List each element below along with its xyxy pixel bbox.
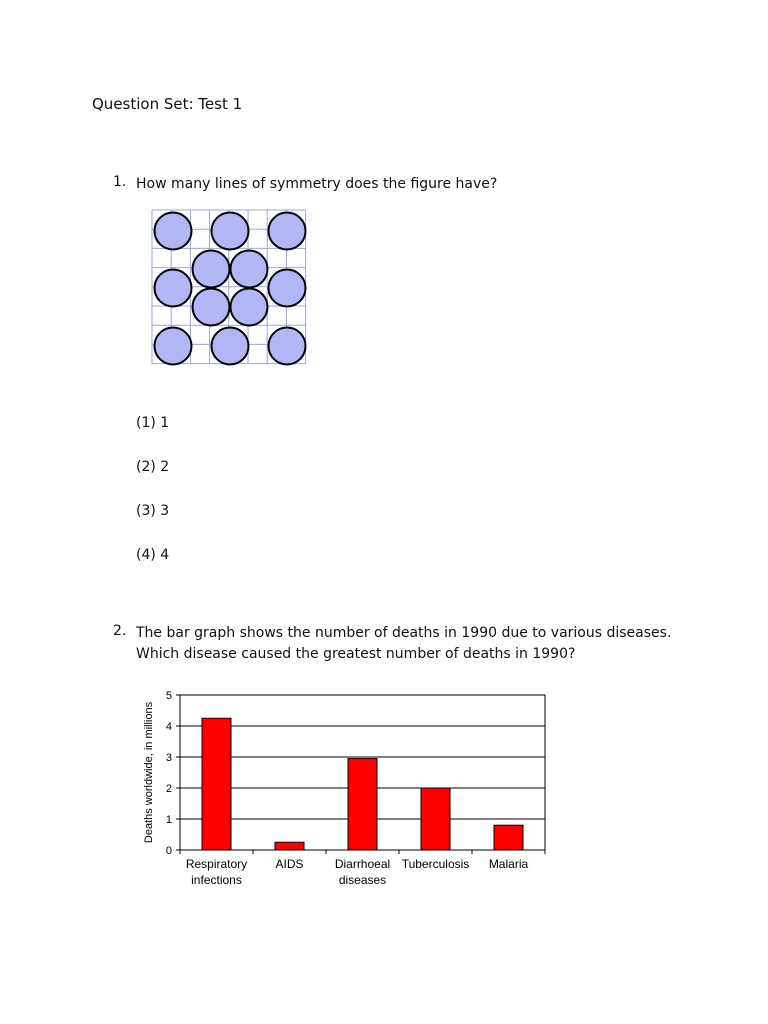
option-2[interactable]: (2) 2 [136,459,170,475]
figure-circle [269,270,306,307]
figure-circle [231,289,268,326]
y-axis-label: Deaths worldwide, in millions [143,701,155,844]
y-tick-label: 1 [165,814,172,826]
x-tick-label: Tuberculosis [401,857,470,871]
figure-circle [269,328,306,365]
figure-circle [193,251,230,288]
option-3[interactable]: (3) 3 [136,503,170,519]
y-tick-label: 0 [165,845,172,857]
option-4[interactable]: (4) 4 [136,547,170,563]
figure-circles [155,213,306,365]
x-tick-label: Respiratory infections [185,857,248,887]
y-tick-label: 3 [165,752,172,764]
figure-circle [155,213,192,250]
y-tick-label: 2 [165,783,172,795]
figure-circle [269,213,306,250]
x-tick-label: Diarrhoeal diseases [334,857,391,887]
figure-circle [155,328,192,365]
figure-circle [212,328,249,365]
question-2-text [136,623,671,665]
figure-circle [231,251,268,288]
document-title: Question Set: Test 1 [92,95,243,113]
y-tick-label: 5 [165,690,172,702]
bar [202,718,231,850]
bar [494,825,523,850]
figure-circle [193,289,230,326]
question-1-text: How many lines of symmetry does the figure have? [136,176,498,192]
option-1[interactable]: (1) 1 [136,415,170,431]
question-2-number: 2. [113,623,127,639]
bar [348,759,377,850]
question-2-text-line-2: Which disease caused the greatest number of deaths in 1990? [136,646,576,662]
bar [421,788,450,850]
question-2-text-line-1: The bar graph shows the number of deaths in 1990 due to various diseases. [136,625,672,641]
symmetry-figure [150,208,310,370]
figure-circle [155,270,192,307]
x-tick-label: AIDS [275,857,304,871]
figure-circle [212,213,249,250]
y-tick-label: 4 [165,721,172,733]
bar-chart [135,683,565,903]
x-tick-label: Malaria [488,857,529,871]
question-1-number: 1. [113,174,127,190]
bar [275,842,304,850]
